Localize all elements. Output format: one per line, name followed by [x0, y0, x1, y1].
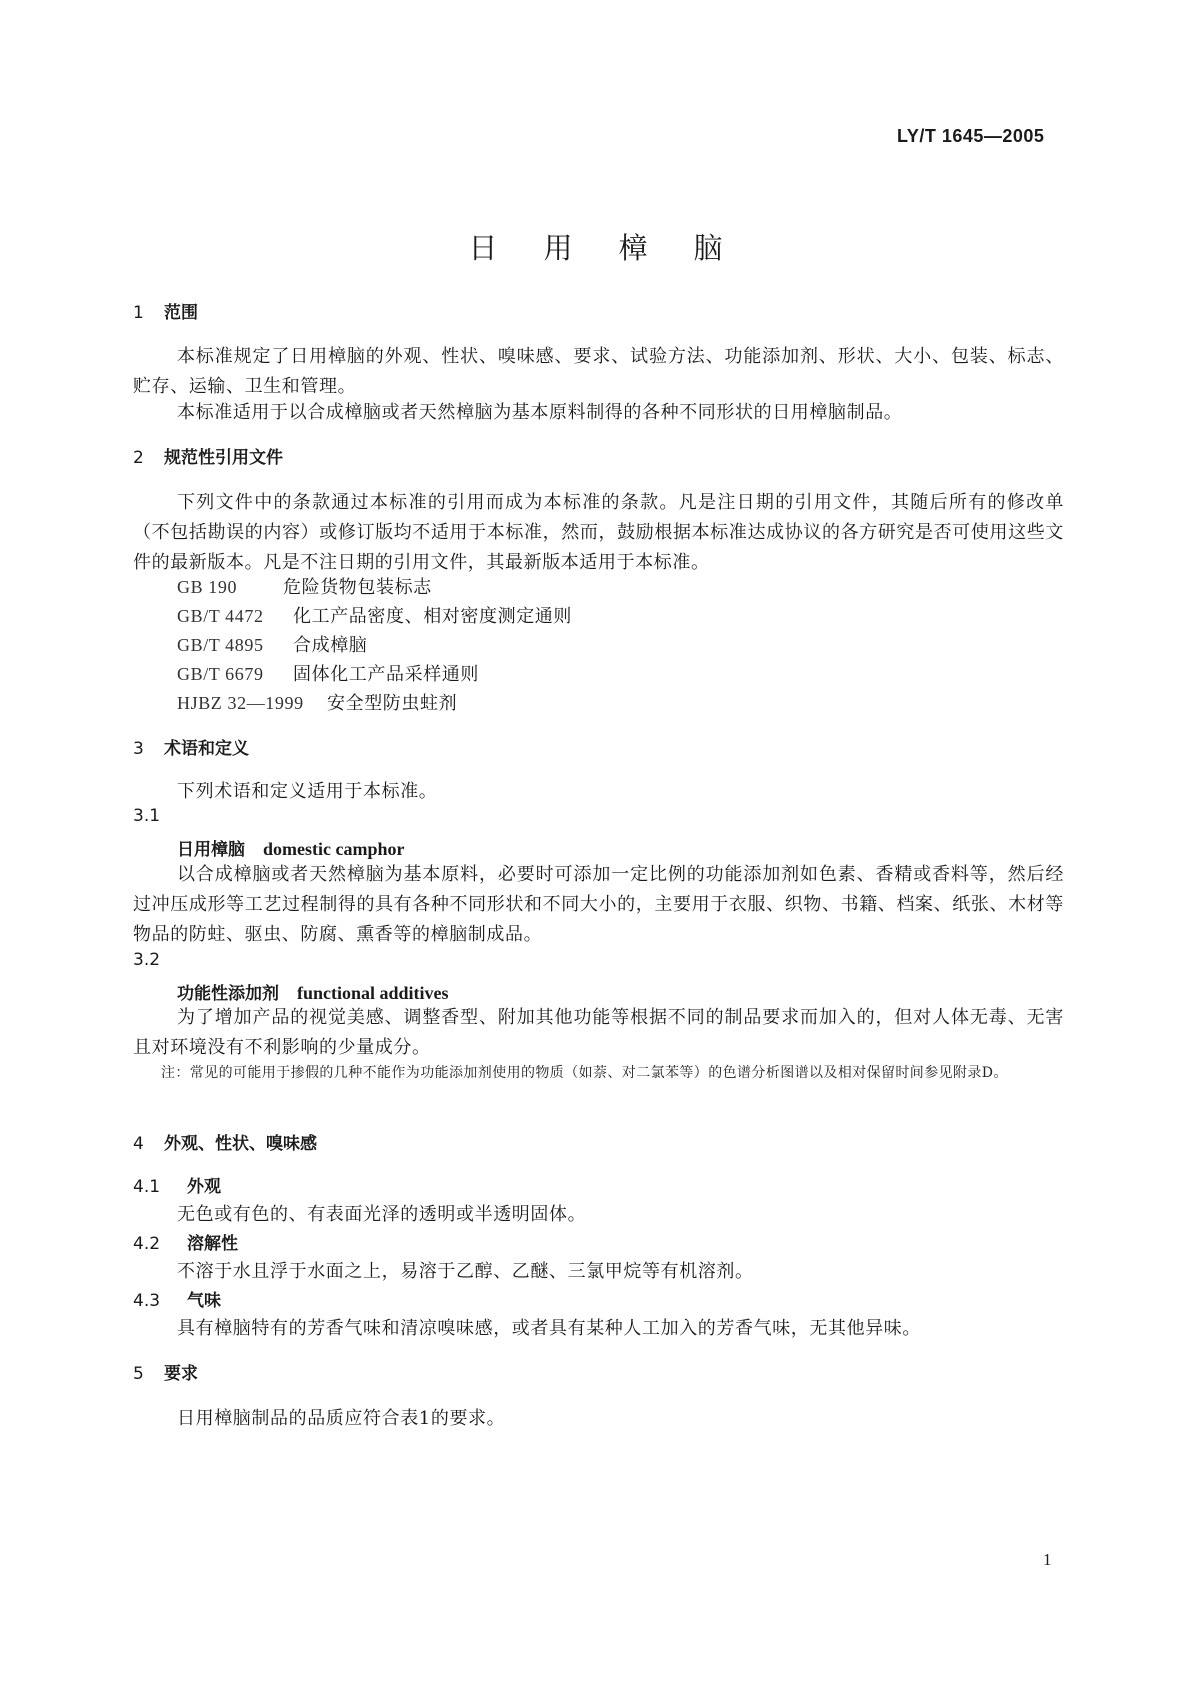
term-definition: 为了增加产品的视觉美感、调整香型、附加其他功能等根据不同的制品要求而加入的，但对人体无毒、无害且对环境没有不利影响的少量成分。	[133, 1007, 1064, 1058]
section-2-heading	[133, 443, 283, 468]
section-number: 2	[133, 448, 144, 468]
section-title: 术语和定义	[164, 739, 249, 759]
section-number: 3	[133, 739, 144, 759]
reference-name: 安全型防虫蛀剂	[327, 693, 458, 714]
section-title: 要求	[164, 1364, 198, 1384]
reference-name: 化工产品密度、相对密度测定通则	[293, 606, 572, 627]
subsection-number: 4.3	[133, 1291, 161, 1311]
section-1-paragraph-2: 本标准适用于以合成樟脑或者天然樟脑为基本原料制得的各种不同形状的日用樟脑制品。	[177, 402, 903, 423]
subsection-heading	[133, 1172, 221, 1197]
section-number: 1	[133, 303, 144, 323]
reference-code: GB/T 4895	[177, 635, 264, 655]
term-english: functional additives	[297, 983, 449, 1003]
reference-item	[177, 631, 367, 657]
page-number: 1	[1043, 1550, 1052, 1569]
section-1-paragraph-1: 本标准规定了日用樟脑的外观、性状、嗅味感、要求、试验方法、功能添加剂、形状、大小、包装、标志、贮存、运输、卫生和管理。	[133, 346, 1064, 397]
note: 注：常见的可能用于掺假的几种不能作为功能添加剂使用的物质（如萘、对二氯苯等）的色谱分析图谱以及相对保留时间参见附录D。	[161, 1065, 1008, 1081]
reference-code: GB 190	[177, 577, 238, 597]
reference-name: 危险货物包装标志	[283, 577, 432, 598]
subsection-number: 4.2	[133, 1234, 161, 1254]
reference-name: 合成樟脑	[293, 635, 368, 656]
term-heading	[177, 979, 449, 1004]
section-4-heading	[133, 1129, 317, 1154]
subsection-text: 无色或有色的、有表面光泽的透明或半透明固体。	[177, 1204, 587, 1225]
reference-code: GB/T 4472	[177, 606, 264, 626]
reference-code: HJBZ 32—1999	[177, 693, 304, 713]
reference-item	[177, 573, 432, 599]
term-number: 3.2	[133, 950, 161, 970]
section-number: 5	[133, 1364, 144, 1384]
subsection-text: 不溶于水且浮于水面之上，易溶于乙醇、乙醚、三氯甲烷等有机溶剂。	[177, 1261, 754, 1282]
subsection-title: 外观	[187, 1177, 221, 1197]
document-title: 日用樟脑	[468, 231, 769, 265]
section-3-heading	[133, 734, 249, 759]
subsection-heading	[133, 1286, 221, 1311]
term-chinese: 日用樟脑	[177, 840, 245, 860]
term-english: domestic camphor	[263, 839, 405, 859]
subsection-title: 溶解性	[187, 1234, 238, 1254]
section-title: 外观、性状、嗅味感	[164, 1134, 317, 1154]
reference-item	[177, 689, 457, 715]
section-3-paragraph-1: 下列术语和定义适用于本标准。	[177, 781, 438, 802]
section-1-heading	[133, 298, 198, 323]
subsection-heading	[133, 1229, 238, 1254]
section-title: 规范性引用文件	[164, 448, 283, 468]
section-title: 范围	[164, 303, 198, 323]
subsection-number: 4.1	[133, 1177, 161, 1197]
term-definition: 以合成樟脑或者天然樟脑为基本原料，必要时可添加一定比例的功能添加剂如色素、香精或香料等，然后经过冲压成形等工艺过程制得的具有各种不同形状和不同大小的，主要用于衣服、织物、书籍、档案、纸张、木材等物品的防蛀、驱虫、防腐、熏香等的樟脑制成品。	[133, 864, 1064, 945]
subsection-text: 具有樟脑特有的芳香气味和清凉嗅味感，或者具有某种人工加入的芳香气味，无其他异味。	[177, 1318, 921, 1339]
reference-item	[177, 602, 572, 628]
section-5-heading	[133, 1359, 198, 1384]
reference-code: GB/T 6679	[177, 664, 264, 684]
section-5-paragraph-1: 日用樟脑制品的品质应符合表1的要求。	[177, 1408, 506, 1429]
section-2-paragraph-1: 下列文件中的条款通过本标准的引用而成为本标准的条款。凡是注日期的引用文件，其随后所有的修改单（不包括勘误的内容）或修订版均不适用于本标准，然而，鼓励根据本标准达成协议的各方研究是否可使用这些文件的最新版本。凡是不注日期的引用文件，其最新版本适用于本标准。	[133, 492, 1064, 573]
section-number: 4	[133, 1134, 144, 1154]
term-chinese: 功能性添加剂	[177, 984, 279, 1004]
subsection-title: 气味	[187, 1291, 221, 1311]
standard-number: LY/T 1645—2005	[897, 126, 1045, 146]
reference-name: 固体化工产品采样通则	[293, 664, 479, 685]
term-heading	[177, 835, 404, 860]
reference-item	[177, 660, 479, 686]
term-number: 3.1	[133, 806, 161, 826]
